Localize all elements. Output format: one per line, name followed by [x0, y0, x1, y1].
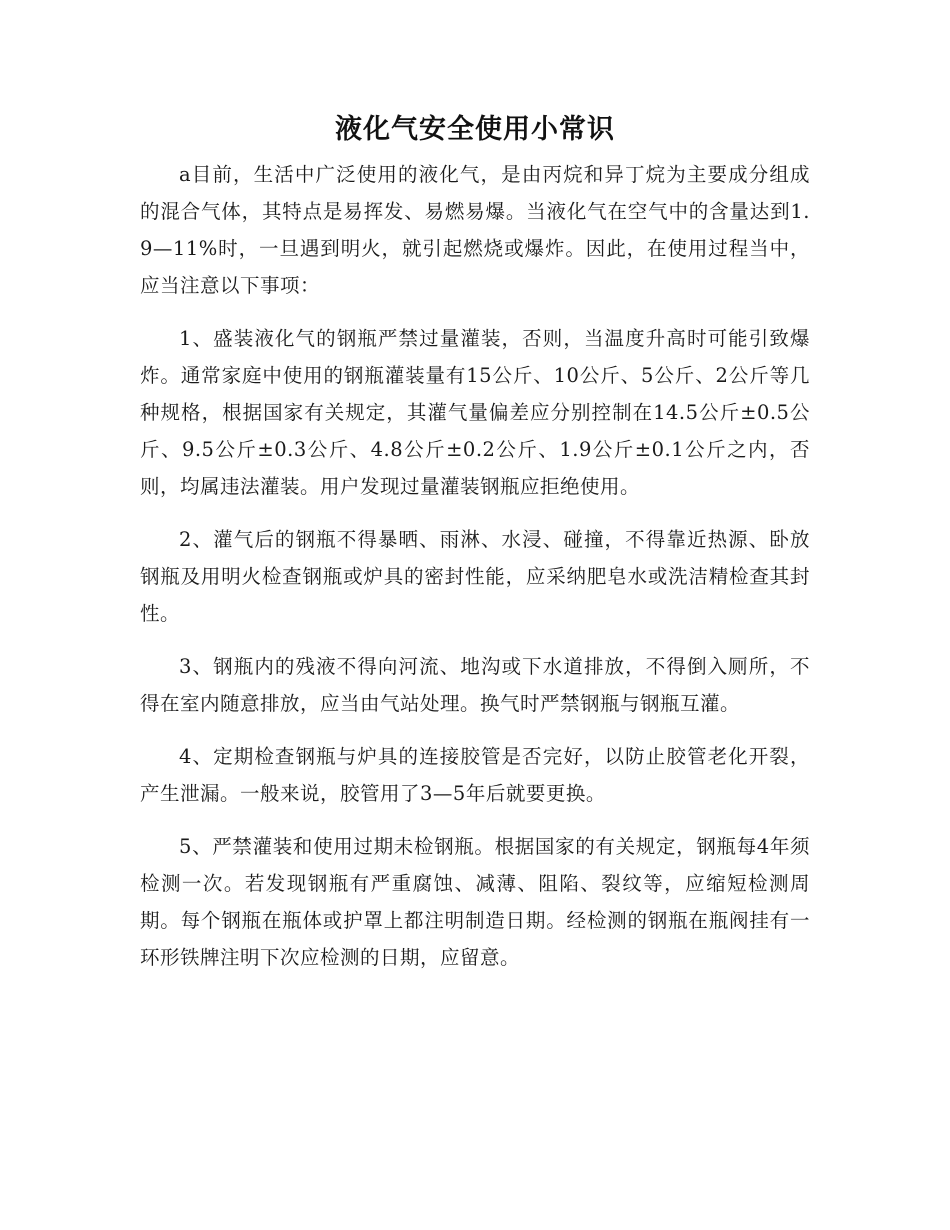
paragraph-item-2: 2、灌气后的钢瓶不得暴晒、雨淋、水浸、碰撞，不得靠近热源、卧放钢瓶及用明火检查钢瓶或炉具的密封性能，应采纳肥皂水或洗洁精检查其封性。: [140, 528, 810, 625]
paragraph-item-5: 5、严禁灌装和使用过期未检钢瓶。根据国家的有关规定，钢瓶每4年须检测一次。若发现钢瓶有严重腐蚀、减薄、阻陷、裂纹等，应缩短检测周期。每个钢瓶在瓶体或护罩上都注明制造日期。经检测的钢瓶在瓶阀挂有一环形铁牌注明下次应检测的日期，应留意。: [140, 835, 810, 969]
document-body: [140, 110, 810, 992]
paragraph-item-1: 1、盛装液化气的钢瓶严禁过量灌装，否则，当温度升高时可能引致爆炸。通常家庭中使用的钢瓶灌装量有15公斤、10公斤、5公斤、2公斤等几种规格，根据国家有关规定，其灌气量偏差应分别控制在14.5公斤±0.5公斤、9.5公斤±0.3公斤、4.8公斤±0.2公斤、1.9公斤±0.1公斤之内，否则，均属违法灌装。用户发现过量灌装钢瓶应拒绝使用。: [140, 327, 810, 498]
paragraph-item-3: 3、钢瓶内的残液不得向河流、地沟或下水道排放，不得倒入厕所，不得在室内随意排放，应当由气站处理。换气时严禁钢瓶与钢瓶互灌。: [140, 655, 810, 715]
paragraph-item-4: 4、定期检查钢瓶与炉具的连接胶管是否完好，以防止胶管老化开裂，产生泄漏。一般来说，胶管用了3—5年后就要更换。: [140, 745, 810, 805]
document-title: 液化气安全使用小常识: [335, 114, 615, 145]
paragraph-intro: a目前，生活中广泛使用的液化气，是由丙烷和异丁烷为主要成分组成的混合气体，其特点是易挥发、易燃易爆。当液化气在空气中的含量达到1.9—11%时，一旦遇到明火，就引起燃烧或爆炸。因此，在使用过程当中，应当注意以下事项：: [140, 163, 810, 297]
